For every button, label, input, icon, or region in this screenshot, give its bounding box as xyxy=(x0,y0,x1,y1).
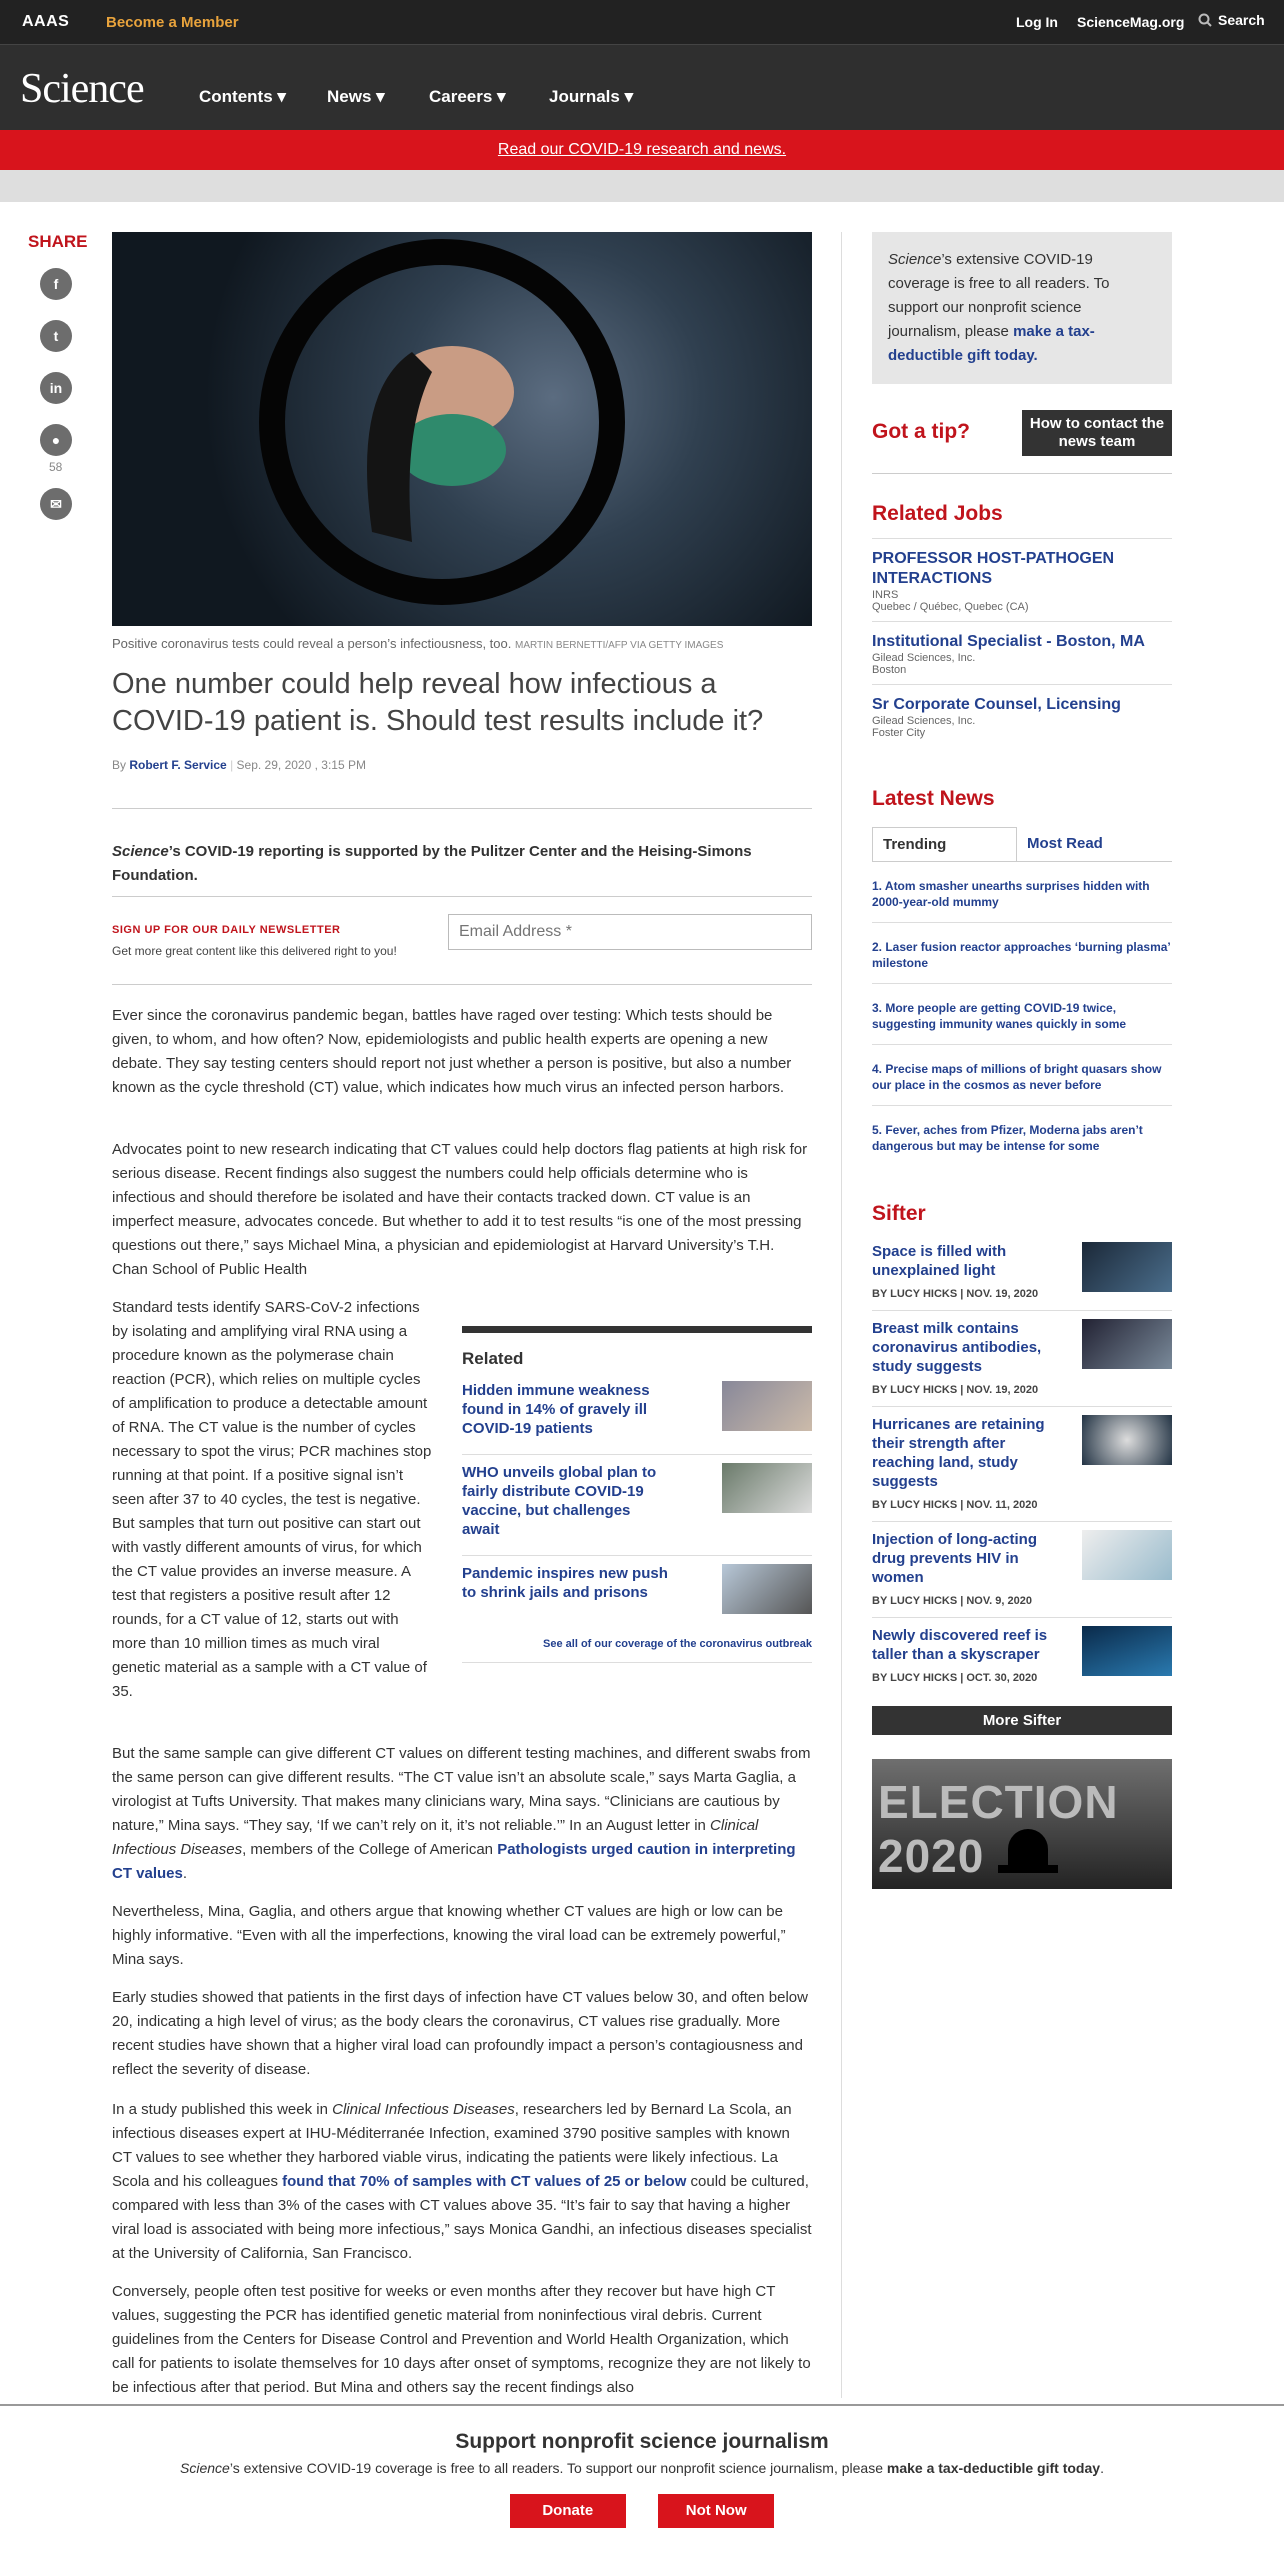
divider xyxy=(112,808,812,809)
jobs-heading: Related Jobs xyxy=(872,502,1003,525)
sciencemag-link[interactable]: ScienceMag.org xyxy=(1077,14,1185,30)
newsletter-title: SIGN UP FOR OUR DAILY NEWSLETTER xyxy=(112,924,341,936)
related-thumbnail xyxy=(722,1381,812,1431)
sifter-heading: Sifter xyxy=(872,1202,926,1225)
news-item[interactable]: 1. Atom smasher unearths surprises hidden with 2000-year-old mummy xyxy=(872,862,1172,923)
more-sifter-button[interactable]: More Sifter xyxy=(872,1706,1172,1735)
see-all-coverage-link[interactable]: See all of our coverage of the coronavirus outbreak xyxy=(462,1630,812,1663)
sifter-item[interactable]: Injection of long-acting drug prevents HIV in women BY LUCY HICKS | NOV. 9, 2020 xyxy=(872,1522,1172,1618)
sifter-thumbnail xyxy=(1082,1319,1172,1369)
sifter-thumbnail xyxy=(1082,1242,1172,1292)
sifter-thumbnail xyxy=(1082,1530,1172,1580)
paragraph-3: Standard tests identify SARS-CoV-2 infections by isolating and amplifying viral RNA using a procedure known as the polymerase chain reaction (PCR), which relies on multiple cycles of amplification to produce a detectable amount of RNA. The CT value is the number of cycles necessary to spot the virus; PCR machines stop running at that point. If a positive signal isn’t seen after 37 to 40 cycles, the test is negative. But samples that turn out positive can start out with vastly different amounts of virus, for which the CT value provides an inverse measure. A test that registers a positive result after 12 rounds, for a CT value of 12, starts out with more than 10 million times as much viral genetic material as a sample with a CT value of 35. xyxy=(112,1299,432,1700)
election-title: ELECTION 2020 xyxy=(878,1776,1119,1882)
latest-news xyxy=(872,787,1172,1166)
column-divider xyxy=(841,232,842,2398)
related-jobs xyxy=(872,502,1172,747)
paragraph-8: Conversely, people often test positive for weeks or even months after they recover but have high CT values, suggesting the PCR has identified genetic material from noninfectious viral debris. Current guidelines from the Centers for Disease Control and Prevention and World Health Organization, which call for patients to isolate themselves for 10 days after onset of symptoms, recognize they are not likely to be infectious after that period. But Mina and others say the recent findings also xyxy=(112,2283,811,2396)
donation-footer xyxy=(0,2404,1284,2568)
news-item[interactable]: 3. More people are getting COVID-19 twice, suggesting immunity wanes quickly in some xyxy=(872,984,1172,1045)
footer-text: Science’s extensive COVID-19 coverage is free to all readers. To support our nonprofit science journalism, please make a tax-deductible gift today. xyxy=(180,2460,1104,2476)
study-finding-link[interactable]: found that 70% of samples with CT values of 25 or below xyxy=(282,2173,687,2190)
byline: By Robert F. Service | Sep. 29, 2020 , 3:15 PM xyxy=(112,758,366,772)
publish-date: Sep. 29, 2020 , 3:15 PM xyxy=(236,758,366,772)
sifter-thumbnail xyxy=(1082,1415,1172,1465)
search-label: Search xyxy=(1218,12,1265,28)
become-member-link[interactable]: Become a Member xyxy=(106,14,239,31)
sifter-item[interactable]: Breast milk contains coronavirus antibodies, study suggests BY LUCY HICKS | NOV. 19, 2020 xyxy=(872,1311,1172,1407)
donation-link[interactable]: make a tax-deductible gift today. xyxy=(888,323,1095,364)
pathologists-link[interactable]: Pathologists urged caution in interpreting CT values xyxy=(112,1841,796,1882)
news-item[interactable]: 4. Precise maps of millions of bright quasars show our place in the cosmos as never before xyxy=(872,1045,1172,1106)
sifter-item[interactable]: Newly discovered reef is taller than a skyscraper BY LUCY HICKS | OCT. 30, 2020 xyxy=(872,1618,1172,1694)
article-title: One number could help reveal how infectious a COVID-19 patient is. Should test results include it? xyxy=(112,668,764,737)
job-item[interactable]: PROFESSOR HOST-PATHOGEN INTERACTIONS INRS Quebec / Québec, Quebec (CA) xyxy=(872,538,1172,621)
related-box xyxy=(462,1326,812,1663)
share-label: SHARE xyxy=(28,232,88,251)
capitol-dome-icon xyxy=(1008,1829,1048,1869)
tab-trending[interactable]: Trending xyxy=(872,827,1017,861)
tip-box xyxy=(872,410,1172,474)
election-2020-banner[interactable] xyxy=(872,1759,1172,1889)
paragraph-1: Ever since the coronavirus pandemic began, battles have raged over testing: Which tests should be given, to whom, and how often? Now, epidemiologists and public health experts are opening a new debate. They say testing centers should report not just whether a person is positive, but also a number known as the cycle threshold (CT) value, which indicates how much virus an infected person harbors. xyxy=(112,1007,792,1096)
tip-heading: Got a tip? xyxy=(872,420,970,443)
image-credit: MARTIN BERNETTI/AFP VIA GETTY IMAGES xyxy=(514,640,724,651)
twitter-icon[interactable]: t xyxy=(40,320,72,352)
capitol-base-icon xyxy=(998,1865,1058,1873)
search-button[interactable] xyxy=(1198,12,1265,28)
nav-journals[interactable]: Journals ▾ xyxy=(549,87,634,106)
search-icon xyxy=(1198,13,1212,27)
paragraph-5: Nevertheless, Mina, Gaglia, and others argue that knowing whether CT values are high or low can be highly informative. “Even with all the imperfections, knowing the viral load can be extremely powerful,” Mina says. xyxy=(112,1903,786,1968)
facebook-icon[interactable]: f xyxy=(40,268,72,300)
spacer-band xyxy=(0,170,1284,202)
paragraph-4: But the same sample can give different CT values on different testing machines, and different swabs from the same person can give different results. “The CT value isn’t an absolute scale,” says Marta Gaglia, a virologist at Tufts University. That makes many clinicians wary, Mina says. “Clinicians are cautious by nature,” Mina says. “They say, ‘If we can’t rely on it, it’s not reliable.’” In an August letter in Clinical Infectious Diseases, members of the College of American Pathologists urged caution in interpreting CT values. xyxy=(112,1745,811,1882)
top-bar xyxy=(0,0,1284,44)
paragraph-2: Advocates point to new research indicating that CT values could help doctors flag patients at high risk for serious disease. Recent findings also suggest the numbers could help officials determine who is infectious and should therefore be isolated and have their contacts tracked down. CT value is an imperfect measure, advocates concede. But whether to add it to test results “is one of the most pressing questions out there,” says Michael Mina, a physician and epidemiologist at Harvard University’s T.H. Chan School of Public Health xyxy=(112,1141,808,1278)
not-now-button[interactable]: Not Now xyxy=(658,2494,774,2528)
news-item[interactable]: 2. Laser fusion reactor approaches ‘burning plasma’ milestone xyxy=(872,923,1172,984)
donation-promo: Science’s extensive COVID-19 coverage is free to all readers. To support our nonprofit science journalism, please make a tax-deductible gift today. xyxy=(872,232,1172,384)
sifter-item[interactable]: Space is filled with unexplained light BY LUCY HICKS | NOV. 19, 2020 xyxy=(872,1234,1172,1311)
sifter-section xyxy=(872,1202,1172,1889)
nav-news[interactable]: News ▾ xyxy=(327,87,385,106)
paragraph-6: Early studies showed that patients in the first days of infection have CT values below 30, and often below 20, indicating a high level of virus; as the body clears the coronavirus, CT values rise gradually. More recent studies have shown that a higher viral load can profoundly impact a person’s contagiousness and reflect the severity of disease. xyxy=(112,1989,808,2078)
sifter-thumbnail xyxy=(1082,1626,1172,1676)
main-nav xyxy=(0,44,1284,130)
news-heading: Latest News xyxy=(872,787,995,810)
related-heading: Related xyxy=(462,1349,524,1368)
sifter-item[interactable]: Hurricanes are retaining their strength after reaching land, study suggests BY LUCY HICKS | NOV. 11, 2020 xyxy=(872,1407,1172,1522)
pulitzer-note: Science’s COVID-19 reporting is supported by the Pulitzer Center and the Heising-Simons Foundation. xyxy=(112,843,752,884)
news-tabs xyxy=(872,827,1172,862)
related-item[interactable]: Hidden immune weakness found in 14% of gravely ill COVID-19 patients xyxy=(462,1373,812,1455)
news-item[interactable]: 5. Fever, aches from Pfizer, Moderna jabs aren’t dangerous but may be intense for some xyxy=(872,1123,1143,1153)
aaas-logo[interactable]: AAAS xyxy=(22,13,70,30)
paragraph-7: In a study published this week in Clinical Infectious Diseases, researchers led by Bernard La Scola, an infectious diseases expert at IHU-Méditerranée Infection, examined 3790 positive samples with known CT values to see whether they harbored viable virus, indicating the patients were likely infectious. La Scola and his colleagues found that 70% of samples with CT values of 25 or below could be cultured, compared with less than 3% of the cases with CT values above 35. “It’s fair to say that having a higher viral load is associated with being more infectious,” says Monica Gandhi, an infectious diseases specialist at the University of California, San Francisco. xyxy=(112,2101,812,2262)
nav-careers[interactable]: Careers ▾ xyxy=(429,87,506,106)
hero-image xyxy=(112,232,812,626)
author-link[interactable]: Robert F. Service xyxy=(129,758,227,772)
image-caption: Positive coronavirus tests could reveal a person’s infectiousness, too. MARTIN BERNETTI/AFP VIA GETTY IMAGES xyxy=(112,636,724,651)
contact-news-team-button[interactable]: How to contact the news team xyxy=(1022,410,1172,456)
divider xyxy=(112,984,812,985)
share-count: 58 xyxy=(49,460,63,474)
covid-banner-link[interactable]: Read our COVID-19 research and news. xyxy=(497,141,787,158)
reddit-icon[interactable]: ● xyxy=(40,424,72,456)
share-bar xyxy=(28,232,88,540)
related-item[interactable]: WHO unveils global plan to fairly distribute COVID-19 vaccine, but challenges await xyxy=(462,1455,812,1556)
job-item[interactable]: Sr Corporate Counsel, Licensing Gilead Sciences, Inc. Foster City xyxy=(872,684,1172,747)
nav-contents[interactable]: Contents ▾ xyxy=(199,87,286,106)
science-logo[interactable]: Science xyxy=(20,66,144,112)
covid-banner xyxy=(0,130,1284,170)
newsletter-subtitle: Get more great content like this delivered right to you! xyxy=(112,944,397,958)
divider xyxy=(112,896,812,897)
email-icon[interactable]: ✉ xyxy=(40,488,72,520)
donate-button[interactable]: Donate xyxy=(510,2494,626,2528)
related-item[interactable]: Pandemic inspires new push to shrink jails and prisons xyxy=(462,1556,812,1630)
footer-heading: Support nonprofit science journalism xyxy=(455,2430,829,2453)
sidebar xyxy=(872,232,1172,1882)
related-thumbnail xyxy=(722,1463,812,1513)
tab-most-read[interactable]: Most Read xyxy=(1027,835,1103,852)
email-input[interactable] xyxy=(448,914,812,950)
linkedin-icon[interactable]: in xyxy=(40,372,72,404)
job-item[interactable]: Institutional Specialist - Boston, MA Gilead Sciences, Inc. Boston xyxy=(872,621,1172,684)
login-link[interactable]: Log In xyxy=(1016,14,1058,30)
related-thumbnail xyxy=(722,1564,812,1614)
